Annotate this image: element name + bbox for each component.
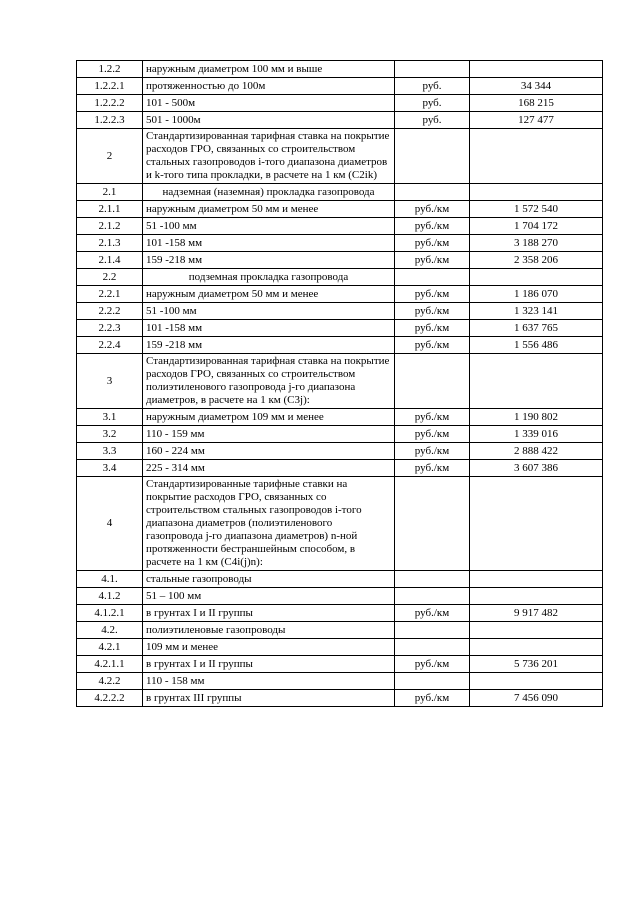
table-row <box>77 184 603 201</box>
row-value-cell: 1 556 486 <box>470 337 603 354</box>
row-number-cell: 1.2.2.2 <box>77 95 143 112</box>
row-unit-cell: руб. <box>395 95 470 112</box>
table-row <box>77 354 603 409</box>
row-description-cell: Стандартизированная тарифная ставка на покрытие расходов ГРО, связанных со строительством стальных газопроводов i-того диапазона диаметров и k-того типа прокладки, в расчете на 1 км (C2ik) <box>143 129 395 184</box>
row-description-cell: 159 -218 мм <box>143 337 395 354</box>
row-number-cell: 4.2.2 <box>77 673 143 690</box>
row-number-cell: 3.4 <box>77 460 143 477</box>
row-description-cell: Стандартизированные тарифные ставки на покрытие расходов ГРО, связанных со строительством стальных газопроводов i-того диапазона диаметров (полиэтиленового газопровода j-го диапазона диаметров) n-ной протяженности бестраншейным способом, в расчете на 1 км (C4i(j)n): <box>143 477 395 571</box>
row-value-cell <box>470 639 603 656</box>
row-unit-cell <box>395 588 470 605</box>
row-description-cell: в грунтах I и II группы <box>143 605 395 622</box>
table-row <box>77 218 603 235</box>
row-number-cell: 2.2.2 <box>77 303 143 320</box>
row-value-cell: 3 188 270 <box>470 235 603 252</box>
row-number-cell: 3 <box>77 354 143 409</box>
table-row <box>77 129 603 184</box>
row-description-cell: 51 -100 мм <box>143 303 395 320</box>
table-row <box>77 409 603 426</box>
row-value-cell <box>470 354 603 409</box>
table-row <box>77 477 603 571</box>
row-number-cell: 4.1. <box>77 571 143 588</box>
row-description-cell: 225 - 314 мм <box>143 460 395 477</box>
row-value-cell <box>470 129 603 184</box>
row-number-cell: 3.3 <box>77 443 143 460</box>
row-value-cell <box>470 184 603 201</box>
row-value-cell: 1 339 016 <box>470 426 603 443</box>
row-description-cell: протяженностью до 100м <box>143 78 395 95</box>
row-description-cell: наружным диаметром 50 мм и менее <box>143 286 395 303</box>
row-value-cell: 34 344 <box>470 78 603 95</box>
row-value-cell: 1 186 070 <box>470 286 603 303</box>
row-number-cell: 1.2.2.1 <box>77 78 143 95</box>
row-unit-cell <box>395 184 470 201</box>
row-unit-cell <box>395 129 470 184</box>
row-value-cell <box>470 269 603 286</box>
row-description-cell: надземная (наземная) прокладка газопровода <box>143 184 395 201</box>
row-value-cell: 1 704 172 <box>470 218 603 235</box>
table-row <box>77 112 603 129</box>
row-unit-cell: руб./км <box>395 656 470 673</box>
table-row <box>77 656 603 673</box>
row-number-cell: 2.1.4 <box>77 252 143 269</box>
row-number-cell: 2.1.1 <box>77 201 143 218</box>
row-value-cell <box>470 571 603 588</box>
row-description-cell: стальные газопроводы <box>143 571 395 588</box>
row-unit-cell: руб./км <box>395 443 470 460</box>
row-value-cell: 1 637 765 <box>470 320 603 337</box>
row-number-cell: 4.1.2 <box>77 588 143 605</box>
table-row <box>77 588 603 605</box>
row-description-cell: 51 – 100 мм <box>143 588 395 605</box>
row-number-cell: 4 <box>77 477 143 571</box>
row-number-cell: 2.1 <box>77 184 143 201</box>
table-row <box>77 61 603 78</box>
row-number-cell: 2.2 <box>77 269 143 286</box>
row-unit-cell: руб./км <box>395 235 470 252</box>
row-unit-cell <box>395 477 470 571</box>
table-row <box>77 320 603 337</box>
table-row <box>77 269 603 286</box>
table-row <box>77 235 603 252</box>
row-unit-cell: руб./км <box>395 460 470 477</box>
row-description-cell: 101 -158 мм <box>143 320 395 337</box>
table-row <box>77 426 603 443</box>
row-number-cell: 4.2.1.1 <box>77 656 143 673</box>
row-description-cell: 51 -100 мм <box>143 218 395 235</box>
row-value-cell: 2 888 422 <box>470 443 603 460</box>
row-description-cell: 101 -158 мм <box>143 235 395 252</box>
row-unit-cell: руб./км <box>395 201 470 218</box>
row-unit-cell: руб. <box>395 78 470 95</box>
row-unit-cell <box>395 269 470 286</box>
row-unit-cell <box>395 61 470 78</box>
row-description-cell: полиэтиленовые газопроводы <box>143 622 395 639</box>
row-unit-cell: руб./км <box>395 252 470 269</box>
row-value-cell <box>470 673 603 690</box>
row-number-cell: 3.1 <box>77 409 143 426</box>
tariff-table <box>76 60 603 707</box>
table-row <box>77 460 603 477</box>
row-unit-cell: руб./км <box>395 320 470 337</box>
row-unit-cell: руб./км <box>395 218 470 235</box>
row-description-cell: 101 - 500м <box>143 95 395 112</box>
row-value-cell: 7 456 090 <box>470 690 603 707</box>
table-row <box>77 673 603 690</box>
row-value-cell: 1 323 141 <box>470 303 603 320</box>
row-unit-cell: руб./км <box>395 690 470 707</box>
row-unit-cell: руб./км <box>395 286 470 303</box>
table-row <box>77 78 603 95</box>
table-row <box>77 337 603 354</box>
table-row <box>77 571 603 588</box>
row-unit-cell: руб./км <box>395 337 470 354</box>
row-number-cell: 4.2. <box>77 622 143 639</box>
row-value-cell: 3 607 386 <box>470 460 603 477</box>
row-value-cell <box>470 622 603 639</box>
row-description-cell: 110 - 159 мм <box>143 426 395 443</box>
row-value-cell <box>470 588 603 605</box>
row-number-cell: 2.2.1 <box>77 286 143 303</box>
row-description-cell: наружным диаметром 100 мм и выше <box>143 61 395 78</box>
row-value-cell <box>470 477 603 571</box>
row-value-cell: 5 736 201 <box>470 656 603 673</box>
table-row <box>77 605 603 622</box>
row-description-cell: 159 -218 мм <box>143 252 395 269</box>
row-number-cell: 4.2.2.2 <box>77 690 143 707</box>
row-unit-cell: руб./км <box>395 426 470 443</box>
row-number-cell: 2.2.3 <box>77 320 143 337</box>
table-row <box>77 252 603 269</box>
row-unit-cell <box>395 639 470 656</box>
row-description-cell: в грунтах III группы <box>143 690 395 707</box>
row-number-cell: 1.2.2 <box>77 61 143 78</box>
row-description-cell: наружным диаметром 109 мм и менее <box>143 409 395 426</box>
row-description-cell: 160 - 224 мм <box>143 443 395 460</box>
row-number-cell: 2.2.4 <box>77 337 143 354</box>
table-row <box>77 622 603 639</box>
row-unit-cell: руб./км <box>395 409 470 426</box>
row-unit-cell <box>395 354 470 409</box>
row-description-cell: 110 - 158 мм <box>143 673 395 690</box>
row-number-cell: 4.2.1 <box>77 639 143 656</box>
row-description-cell: подземная прокладка газопровода <box>143 269 395 286</box>
row-value-cell: 168 215 <box>470 95 603 112</box>
table-row <box>77 95 603 112</box>
row-number-cell: 1.2.2.3 <box>77 112 143 129</box>
row-description-cell: 109 мм и менее <box>143 639 395 656</box>
row-number-cell: 2 <box>77 129 143 184</box>
row-number-cell: 3.2 <box>77 426 143 443</box>
table-row <box>77 690 603 707</box>
table-row <box>77 639 603 656</box>
row-number-cell: 2.1.2 <box>77 218 143 235</box>
row-unit-cell: руб./км <box>395 303 470 320</box>
row-number-cell: 2.1.3 <box>77 235 143 252</box>
row-value-cell: 1 190 802 <box>470 409 603 426</box>
table-row <box>77 286 603 303</box>
row-unit-cell: руб. <box>395 112 470 129</box>
row-description-cell: в грунтах I и II группы <box>143 656 395 673</box>
row-number-cell: 4.1.2.1 <box>77 605 143 622</box>
row-unit-cell <box>395 571 470 588</box>
row-value-cell: 2 358 206 <box>470 252 603 269</box>
row-description-cell: наружным диаметром 50 мм и менее <box>143 201 395 218</box>
row-value-cell: 1 572 540 <box>470 201 603 218</box>
table-row <box>77 443 603 460</box>
row-description-cell: Стандартизированная тарифная ставка на покрытие расходов ГРО, связанных со строительством полиэтиленового газопровода j-го диапазона диаметров, в расчете на 1 км (C3j): <box>143 354 395 409</box>
tariff-table-body <box>77 61 603 707</box>
row-description-cell: 501 - 1000м <box>143 112 395 129</box>
table-row <box>77 303 603 320</box>
row-value-cell: 9 917 482 <box>470 605 603 622</box>
row-value-cell: 127 477 <box>470 112 603 129</box>
row-value-cell <box>470 61 603 78</box>
row-unit-cell <box>395 673 470 690</box>
row-unit-cell <box>395 622 470 639</box>
row-unit-cell: руб./км <box>395 605 470 622</box>
table-row <box>77 201 603 218</box>
